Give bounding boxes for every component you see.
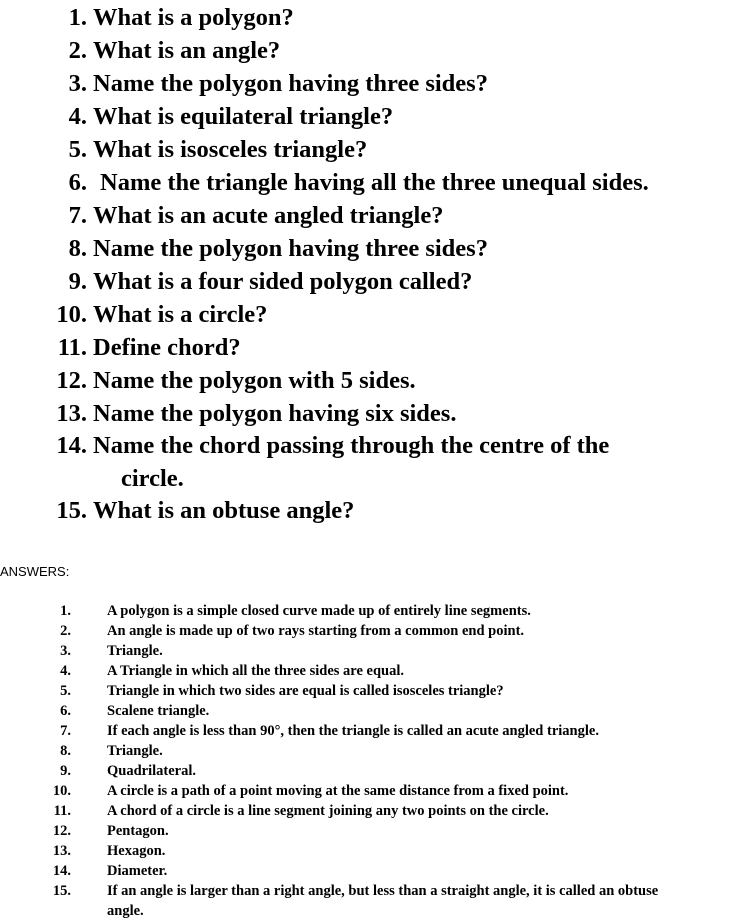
question-number: 3. — [68, 70, 87, 97]
question-item — [0, 397, 742, 430]
answer-text: Scalene triangle. — [107, 703, 210, 719]
answer-text: Triangle in which two sides are equal is called isosceles triangle? — [107, 683, 504, 699]
question-item — [0, 331, 742, 364]
answer-number: 9. — [60, 763, 71, 779]
question-item — [0, 133, 742, 166]
answer-number: 8. — [60, 743, 71, 759]
answer-item — [0, 601, 742, 621]
answer-item — [0, 661, 742, 681]
question-text: What is an obtuse angle? — [93, 497, 355, 524]
answer-number: 14. — [52, 863, 71, 879]
question-text: What is isosceles triangle? — [93, 136, 368, 163]
answer-number: 7. — [60, 723, 71, 739]
answer-text: A circle is a path of a point moving at the same distance from a fixed point. — [107, 783, 569, 799]
answer-text: Hexagon. — [107, 843, 166, 859]
question-item — [0, 265, 742, 298]
question-item — [0, 34, 742, 67]
answer-text: Pentagon. — [107, 823, 169, 839]
answers-heading: ANSWERS: — [0, 564, 70, 579]
question-item — [0, 1, 742, 34]
answer-number: 12. — [52, 823, 71, 839]
question-number: 13. — [56, 400, 87, 427]
question-text: Name the triangle having all the three unequal sides. — [100, 169, 649, 196]
answer-number: 1. — [60, 603, 71, 619]
question-item — [0, 429, 742, 462]
answer-item — [0, 721, 742, 741]
question-text: What is a circle? — [93, 301, 268, 328]
answer-text: Quadrilateral. — [107, 763, 197, 779]
answer-item — [0, 821, 742, 841]
question-text: Name the polygon having six sides. — [93, 400, 457, 427]
question-text: What is equilateral triangle? — [93, 103, 394, 130]
answer-item — [0, 761, 742, 781]
answer-text: Triangle. — [107, 643, 163, 659]
answer-number: 6. — [60, 703, 71, 719]
question-number: 6. — [68, 169, 87, 196]
question-text: What is an angle? — [93, 37, 281, 64]
question-number: 2. — [68, 37, 87, 64]
question-text: Define chord? — [93, 334, 241, 361]
question-number: 10. — [56, 301, 87, 328]
question-item — [0, 232, 742, 265]
answer-item — [0, 621, 742, 641]
question-item — [0, 494, 742, 527]
answer-item — [0, 861, 742, 881]
question-item — [0, 100, 742, 133]
answer-number: 3. — [60, 643, 71, 659]
question-item — [0, 364, 742, 397]
question-text: What is a polygon? — [93, 4, 294, 31]
question-item — [0, 199, 742, 232]
answer-text: A Triangle in which all the three sides are equal. — [107, 663, 404, 679]
answer-text: If an angle is larger than a right angle, but less than a straight angle, it is called an obtuse — [107, 883, 659, 899]
answer-number: 10. — [52, 783, 71, 799]
question-continuation: circle. — [121, 465, 184, 492]
question-number: 5. — [68, 136, 87, 163]
answer-text: A polygon is a simple closed curve made up of entirely line segments. — [107, 603, 531, 619]
question-number: 11. — [57, 334, 87, 361]
answer-continuation: angle. — [107, 903, 144, 919]
question-number: 15. — [56, 497, 87, 524]
answer-text: Triangle. — [107, 743, 163, 759]
question-item — [0, 298, 742, 331]
question-item — [0, 166, 742, 199]
question-number: 9. — [68, 268, 87, 295]
answer-number: 2. — [60, 623, 71, 639]
answer-number: 4. — [60, 663, 71, 679]
answer-item — [0, 801, 742, 821]
question-text: Name the chord passing through the centre of the — [93, 432, 610, 459]
question-number: 1. — [68, 4, 87, 31]
answer-item — [0, 741, 742, 761]
answer-number: 11. — [53, 803, 71, 819]
answer-number: 15. — [52, 883, 71, 899]
answer-number: 5. — [60, 683, 71, 699]
answer-item — [0, 781, 742, 801]
question-text: Name the polygon having three sides? — [93, 70, 488, 97]
answer-text: If each angle is less than 90°, then the triangle is called an acute angled triangle. — [107, 723, 599, 739]
answer-text: A chord of a circle is a line segment joining any two points on the circle. — [107, 803, 549, 819]
question-text: Name the polygon with 5 sides. — [93, 367, 416, 394]
answer-number: 13. — [52, 843, 71, 859]
question-number: 12. — [56, 367, 87, 394]
answer-item — [0, 681, 742, 701]
question-text: What is a four sided polygon called? — [93, 268, 473, 295]
answer-item — [0, 881, 742, 901]
question-text: Name the polygon having three sides? — [93, 235, 488, 262]
question-number: 14. — [56, 432, 87, 459]
answer-text: Diameter. — [107, 863, 168, 879]
answer-item — [0, 841, 742, 861]
answer-item — [0, 641, 742, 661]
question-number: 8. — [68, 235, 87, 262]
question-number: 4. — [68, 103, 87, 130]
answer-text: An angle is made up of two rays starting from a common end point. — [107, 623, 525, 639]
question-text: What is an acute angled triangle? — [93, 202, 444, 229]
question-item — [0, 67, 742, 100]
answer-item — [0, 701, 742, 721]
question-number: 7. — [68, 202, 87, 229]
